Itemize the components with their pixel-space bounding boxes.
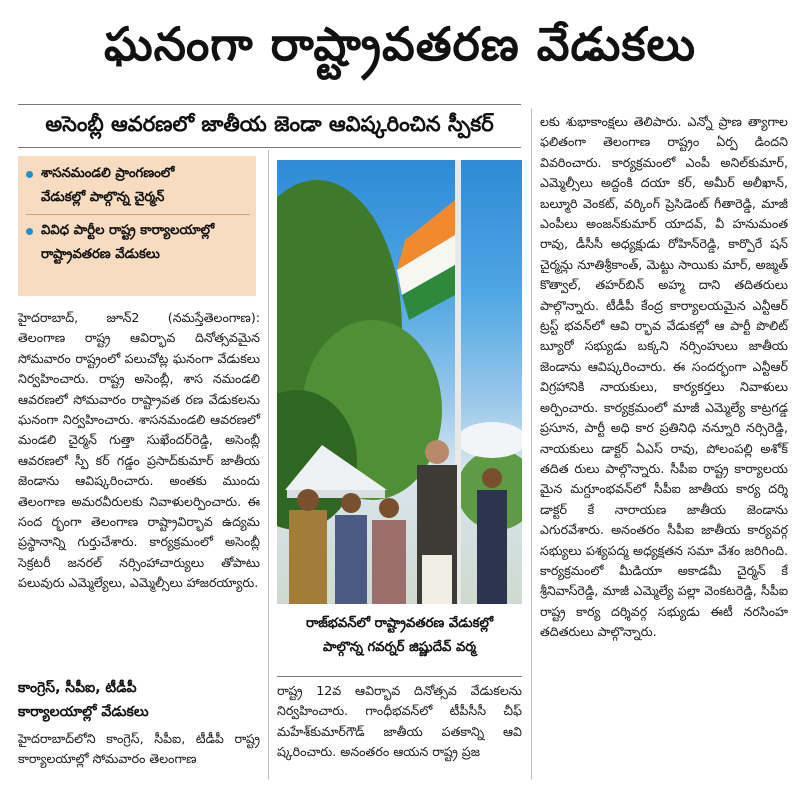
column1-body-continued: హైదరాబాద్‌లోని కాంగ్రెస్, సీపీఐ, టీడీపీ రాష్ట్ర కార్యాలయాల్లో సోమవారం తెలంగాణ [18,731,260,767]
subheadline: అసెంబ్లీ ఆవరణలో జాతీయ జెండా ఆవిష్కరించిన స్పీకర్ [45,112,494,136]
subheadline-rule [18,147,521,148]
highlight-item [26,214,250,267]
person [477,490,507,604]
column1-body: హైదరాబాద్, జూన్2 (నమస్తేతెలంగాణ): తెలంగాణ రాష్ట్ర ఆవిర్భావ దినోత్సవమైన సోమవారం రాష్ట్రంలో పలుచోట్ల ఘనంగా వేడుకలు నిర్వహించారు. రాష్ట్ర అసెంబ్లీ, శాస నమండలి ఆవరణలో సోమవారం రాష్ట్రావత రణ వేడుకలను ఘనంగా నిర్వహించారు. శాసనమండలి ఆవరణలో మండలి చైర్మన్ గుత్తా సుఖేందర్‌రెడ్డి, అసెంబ్లీ ఆవరణలో స్పీ కర్ గడ్డం ప్రసాద్‌కుమార్ జాతీయ జెండాను ఆవిష్కరించారు. అంతకు ముందు తెలంగాణ అమరవీరులకు నివాళులర్పించారు. ఈ సంద ర్భంగా తెలంగాణ రాష్ట్రావిర్భావ ఉద్యమ ప్రస్థానాన్ని గుర్తుచేశారు. కార్యక్రమంలో అసెంబ్లీ సెక్రటరీ జనరల్ నర్సింహాచార్యులు తోపాటు పలువురు ఎమ్మెల్యేలు, ఎమ్మెల్సీలు హాజరయ్యారు. [18,310,260,591]
photo-caption: రాజ్‌భవన్‌లో రాష్ట్రావతరణ వేడుకల్లో పాల్గొన్న గవర్నర్ జిష్ణుదేవ్ వర్మ [305,616,494,655]
section-heading: కాంగ్రెస్, సీపీఐ, టీడీపీ కార్యాలయాల్లో వేడుకలు [18,680,149,720]
column3-body: లకు శుభాకాంక్షలు తెలిపారు. ఎన్నో ప్రాణ త్యాగాల ఫలితంగా తెలంగాణ రాష్ట్రం ఏర్ప డిందని వివరించారు. కార్యక్రమంలో ఎంపీ అనిల్‌కుమార్, ఎమ్మెల్సీలు అద్దంకి దయా కర్, అమీర్ అలీఖాన్, బల్మూరి వెంకట్, వర్కింగ్ ప్రెసిడెంట్ గీతారెడ్డి, మాజీ ఎంపీలు అంజన్‌కుమార్ యాదవ్, వీ హనుమంత రావు, డీసీసీ అధ్యక్షుడు రోహిన్‌రెడ్డి, కార్పొరే షన్ చైర్మన్లు నూతిశ్రీకాంత్, మెట్టు సాయికు మార్, అజ్మత్ కొత్వాల్, తహర్‌బిన్ అహ్మ దాని తదితరులు పాల్గొన్నారు. టీడీపీ కేంద్ర కార్యాలయమైన ఎన్టీఆర్ ట్రస్ట్ భవన్‌లో ఆవి ర్భావ వేడుకల్లో ఆ పార్టీ పొలిట్ బ్యూరో సభ్యుడు బక్కని నర్సింహులు జాతీయ జెండాను ఆవిష్కరించారు. ఈ సందర్భంగా ఎన్టీఆర్ విగ్రహానికి నాయకులు, కార్యకర్తలు నివాళులు అర్పించారు. కార్యక్రమంలో మాజీ ఎమ్మెల్యే కాట్రగడ్డ ప్రసూన, పార్టీ అధి కార ప్రతినిధి నన్నూరి నర్సిరెడ్డి, నాయకులు డాక్టర్ ఏఎస్ రావు, పోలంపల్లి అశోక్ తదిత రులు పాల్గొన్నారు. సీపీఐ రాష్ట్ర కార్యాలయ మైన మగ్దూంభవన్‌లో సీపీఐ జాతీయ కార్య దర్శి డాక్టర్ కే నారాయణ జాతీయ జెండాను ఎగురవేశారు. అనంతరం సీపీఐ జాతీయ కార్యవర్గ సభ్యులు పశ్యపద్మ అధ్యక్షతన సమా వేశం జరిగింది. కార్యక్రమంలో మీడియా అకాడమీ చైర్మన్ కే శ్రీనివాస్‌రెడ్డి, మాజీ ఎమ్మెల్యే పల్లా వెంకటరెడ్డి, సీపీఐ రాష్ట్ర కార్య దర్శివర్గ సభ్యుడు ఈటీ నరసింహ తదితరులు పాల్గొన్నారు. [540,114,788,640]
bullet-icon [26,171,33,178]
person-head [425,440,449,464]
person [335,515,367,604]
highlight-item [26,162,250,210]
bullet-icon [26,228,33,235]
person-head [341,493,361,513]
person-head [379,498,399,518]
person [289,510,327,604]
governor-kurta [422,555,452,604]
person-head [482,468,502,488]
highlights-box [18,156,256,296]
headline: ఘనంగా రాష్ట్రావతరణ వేడుకలు [104,17,696,71]
highlight-text: వివిధ పార్టీల రాష్ట్ర కార్యాలయాల్లో రాష్ట్రావతరణ వేడుకలు [41,223,215,262]
caption-rule [277,676,522,677]
column2-body: రాష్ట్ర 12వ ఆవిర్భావ దినోత్సవ వేడుకలను నిర్వహించారు. గాంధీభవన్‌లో టీపీసీసీ చీఫ్ మహేశ్‌కుమార్‌గౌడ్ జాతీయ పతకాన్ని ఆవి ష్కరించారు. అనంతరం ఆయన రాష్ట్ర ప్రజ [277,683,522,760]
person [372,520,406,604]
cloud [457,422,522,458]
governor-photo [277,160,522,604]
photo-illustration [277,160,522,604]
person-head [297,489,319,511]
headline-rule [18,104,521,105]
highlight-text: శాసనమండలి ప్రాంగణంలో వేడుకల్లో పాల్గొన్న చైర్మన్ [41,166,175,205]
column-divider-right [531,108,532,780]
column-divider-left [268,150,269,780]
